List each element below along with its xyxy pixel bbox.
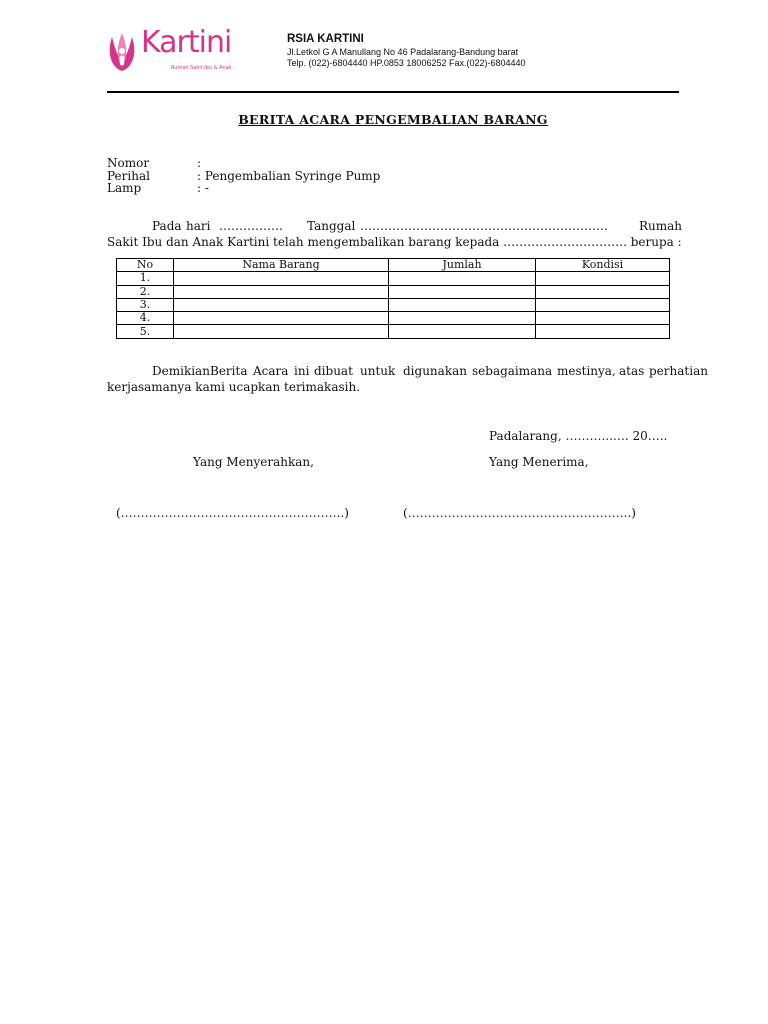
table-row [117,298,670,311]
column-header-no: No [117,259,174,272]
row-number: 4. [117,312,174,325]
intro-word: Rumah [639,219,683,233]
cell-kondisi [536,298,670,311]
field-value-nomor: : [197,156,202,170]
column-header-kondisi: Kondisi [536,259,670,272]
closing-word: atas [619,364,645,378]
closing-word: dibuat [314,364,353,378]
table-row [117,312,670,325]
place-date: Padalarang, ………...…. 20….. [489,429,668,443]
intro-blank-date: …………………………………………………….. [360,219,608,233]
row-number: 1. [117,272,174,285]
intro-line-2: Sakit Ibu dan Anak Kartini telah mengembalikan barang kepada …………………………. berupa : [107,235,682,249]
intro-blank-day: ……………. [219,219,283,233]
column-header-jumlah: Jumlah [389,259,536,272]
table-header-row [117,259,670,272]
table-row [117,285,670,298]
cell-nama-barang [174,285,389,298]
cell-kondisi [536,325,670,338]
signature-line-left: (………………………………………………..) [116,506,349,520]
org-address: Jl.Letkol G A Manullang No 46 Padalarang-Bandung barat [287,47,519,57]
cell-jumlah [389,298,536,311]
logo-text: Kartini [141,25,232,60]
cell-kondisi [536,312,670,325]
intro-word: Pada [152,219,182,233]
cell-kondisi [536,285,670,298]
intro-word: Tanggal [307,219,356,233]
closing-word: Berita [210,364,248,378]
closing-word: untuk [360,364,396,378]
field-value-perihal: : Pengembalian Syringe Pump [197,169,381,183]
header-divider [107,91,679,93]
signer-left-role: Yang Menyerahkan, [193,455,314,469]
field-label-perihal: Perihal [107,169,150,183]
closing-word: perhatian [649,364,708,378]
signature-line-right: (………………………………………………..) [403,506,636,520]
cell-jumlah [389,285,536,298]
cell-nama-barang [174,298,389,311]
cell-nama-barang [174,272,389,285]
closing-line-2: kerjasamanya kami ucapkan terimakasih. [107,380,361,394]
intro-word: hari [186,219,211,233]
field-label-lamp: Lamp [107,181,142,195]
closing-word: sebagaimana [472,364,553,378]
signer-right-role: Yang Menerima, [489,455,589,469]
closing-word: Demikian [152,364,210,378]
closing-word: Acara [253,364,289,378]
row-number: 2. [117,285,174,298]
cell-nama-barang [174,325,389,338]
cell-jumlah [389,272,536,285]
closing-word: mestinya, [557,364,616,378]
org-name: RSIA KARTINI [287,33,364,45]
column-header-nama-barang: Nama Barang [174,259,389,272]
field-value-lamp: : - [197,181,209,195]
document-title: BERITA ACARA PENGEMBALIAN BARANG [238,112,548,127]
org-phone: Telp. (022)-6804440 HP.0853 18006252 Fax.(022)-6804440 [287,58,526,68]
table-row [117,325,670,338]
row-number: 5. [117,325,174,338]
field-label-nomor: Nomor [107,156,150,170]
cell-kondisi [536,272,670,285]
cell-jumlah [389,312,536,325]
row-number: 3. [117,298,174,311]
logo-subtitle: Rumah Sakit Ibu & Anak [171,65,232,71]
table-row [117,272,670,285]
cell-nama-barang [174,312,389,325]
items-table [116,258,670,339]
closing-word: ini [294,364,310,378]
cell-jumlah [389,325,536,338]
closing-word: digunakan [403,364,467,378]
